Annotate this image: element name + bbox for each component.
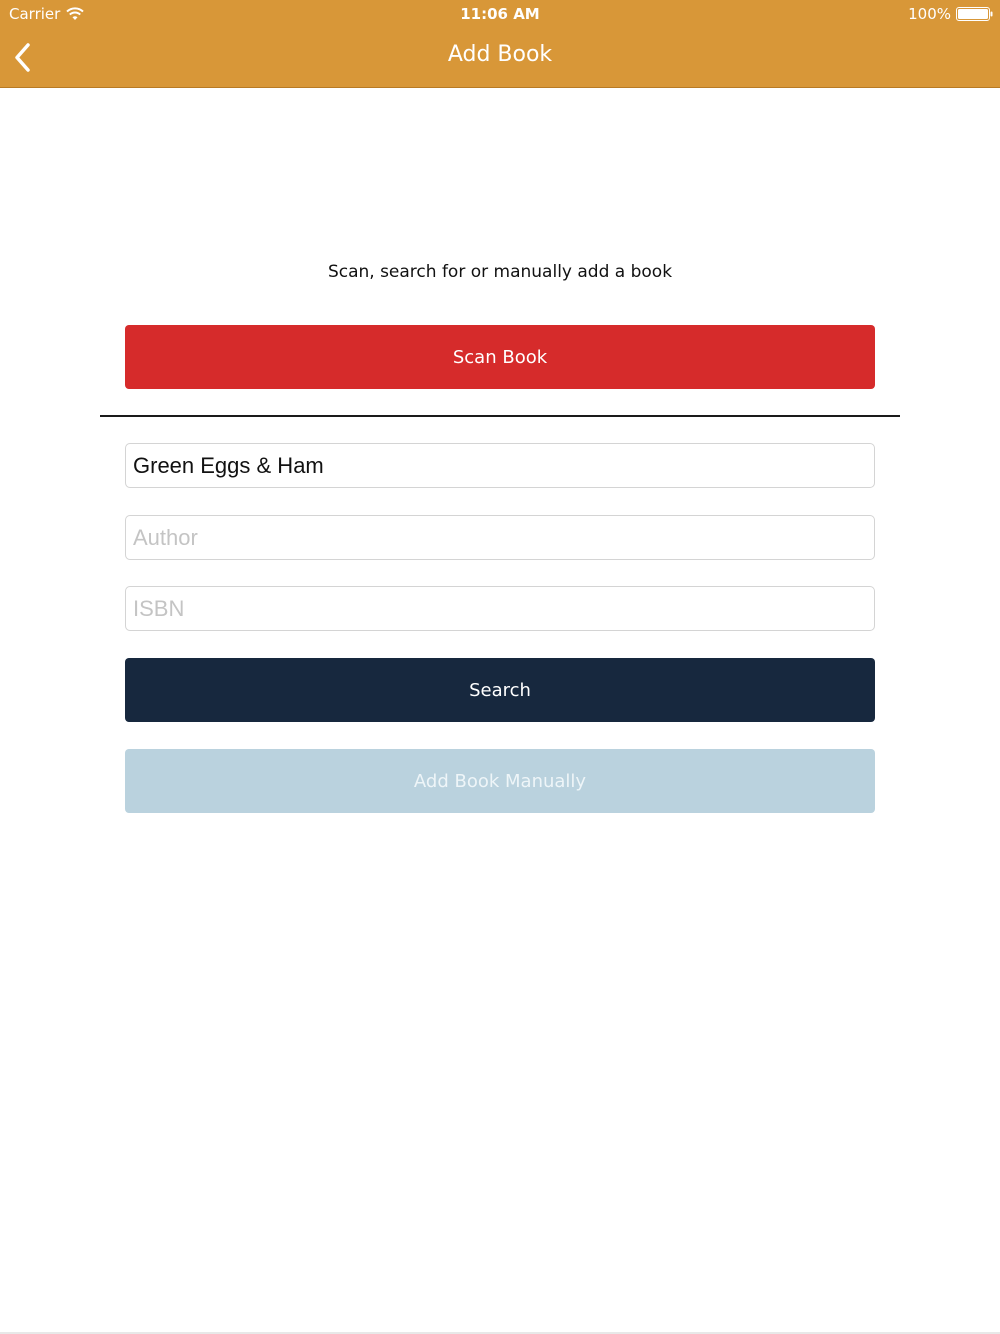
divider	[100, 415, 900, 417]
battery-indicator	[908, 5, 994, 23]
instruction-text: Scan, search for or manually add a book	[327, 262, 673, 282]
battery-icon	[956, 7, 994, 21]
search-button[interactable]: Search	[125, 658, 875, 722]
isbn-input[interactable]	[125, 586, 875, 631]
carrier-label: Carrier	[9, 5, 61, 23]
status-time: 11:06 AM	[460, 5, 540, 23]
scan-book-button[interactable]: Scan Book	[125, 325, 875, 389]
title-input[interactable]	[125, 443, 875, 488]
battery-percent: 100%	[908, 5, 951, 23]
navigation-bar	[0, 0, 1000, 88]
author-input[interactable]	[125, 515, 875, 560]
page-title: Add Book	[447, 42, 553, 67]
status-bar	[0, 0, 1000, 28]
add-book-manually-button[interactable]: Add Book Manually	[125, 749, 875, 813]
